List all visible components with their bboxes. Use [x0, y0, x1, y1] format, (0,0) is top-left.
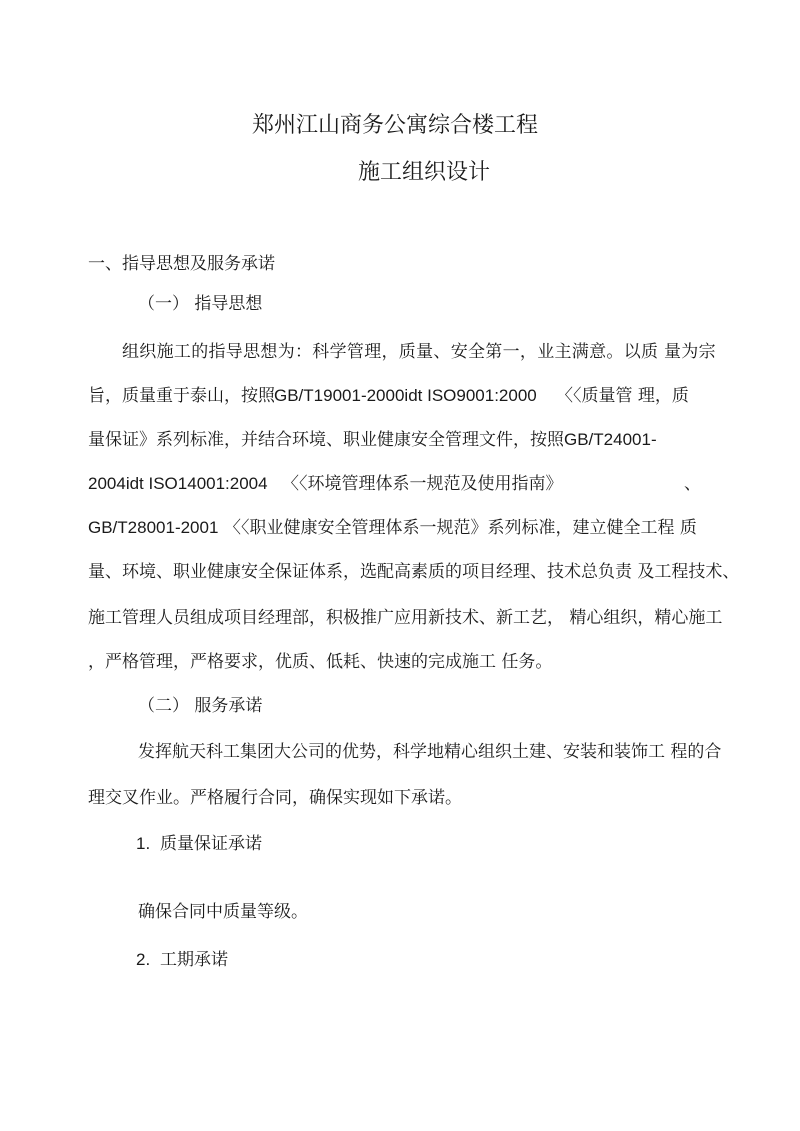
- list-item-text: 确保合同中质量等级。: [138, 902, 308, 922]
- paragraph-line: ，严格管理，严格要求，优质、低耗、快速的完成施工 任务。: [88, 652, 553, 672]
- section-heading: 一、指导思想及服务承诺: [88, 254, 275, 274]
- list-number: 1.: [136, 834, 151, 853]
- subsection-heading: （二） 服务承诺: [138, 696, 263, 716]
- list-item-heading: 工期承诺: [160, 950, 228, 970]
- paragraph-line: 量保证》系列标准，并结合环境、职业健康安全管理文件，按照: [88, 430, 564, 450]
- paragraph-line: 〈〈质量管 理，质: [556, 386, 689, 406]
- paragraph-line: 组织施工的指导思想为：科学管理，质量、安全第一，业主满意。以质 量为宗: [122, 342, 716, 362]
- standard-code: GB/T19001-2000idt ISO9001:2000: [274, 386, 537, 405]
- paragraph-line: 发挥航天科工集团大公司的优势，科学地精心组织土建、安装和装饰工 程的合: [138, 742, 722, 762]
- list-item-heading: 质量保证承诺: [160, 834, 262, 854]
- paragraph-line: 量、环境、职业健康安全保证体系，选配高素质的项目经理、技术总负责 及工程技术、: [88, 562, 740, 582]
- document-subtitle: 施工组织设计: [358, 160, 491, 185]
- paragraph-line: 〈〈职业健康安全管理体系一规范》系列标准，建立健全工程 质: [224, 518, 697, 538]
- standard-code: GB/T24001-: [564, 430, 657, 449]
- document-title: 郑州江山商务公寓综合楼工程: [252, 113, 539, 138]
- subsection-heading: （一） 指导思想: [138, 294, 263, 314]
- paragraph-line: 旨，质量重于泰山，按照: [88, 386, 275, 406]
- list-number: 2.: [136, 950, 151, 969]
- punctuation: 、: [684, 474, 701, 494]
- standard-code: 2004idt ISO14001:2004: [88, 474, 268, 493]
- paragraph-line: 〈〈环境管理体系一规范及使用指南》: [282, 474, 563, 494]
- standard-code: GB/T28001-2001: [88, 518, 219, 537]
- paragraph-line: 施工管理人员组成项目经理部，积极推广应用新技术、新工艺， 精心组织，精心施工: [88, 608, 723, 628]
- paragraph-line: 理交叉作业。严格履行合同，确保实现如下承诺。: [88, 788, 462, 808]
